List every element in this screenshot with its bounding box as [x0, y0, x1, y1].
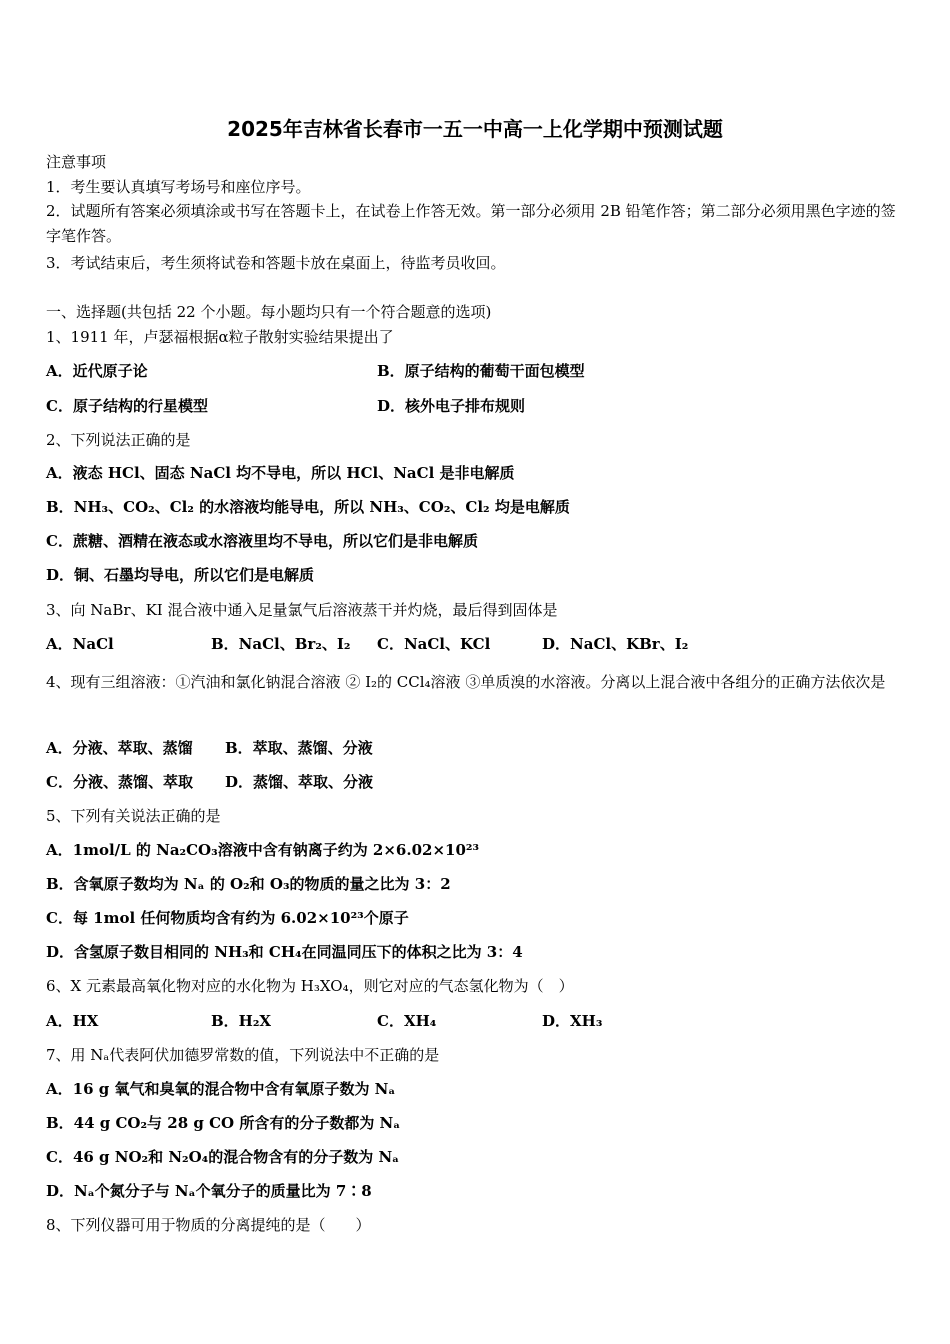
question-1-option-d: D．核外电子排布规则 [377, 397, 526, 415]
notice-item-1: 1．考生要认真填写考场号和座位序号。 [46, 178, 311, 196]
question-1-stem: 1、1911 年，卢瑟福根据α粒子散射实验结果提出了 [46, 328, 394, 346]
question-5-option-c: C．每 1mol 任何物质均含有约为 6.02×10²³个原子 [46, 909, 409, 927]
notice-item-3: 3．考试结束后，考生须将试卷和答题卡放在桌面上，待监考员收回。 [46, 254, 506, 272]
section-heading: 一、选择题(共包括 22 个小题。每小题均只有一个符合题意的选项) [46, 303, 492, 321]
question-8-stem: 8、下列仪器可用于物质的分离提纯的是（ ） [46, 1216, 371, 1234]
question-4-option-a: A．分液、萃取、蒸馏 [46, 739, 193, 757]
page-title: 2025年吉林省长春市一五一中高一上化学期中预测试题 [227, 117, 723, 141]
question-7-option-b: B．44 g CO₂与 28 g CO 所含有的分子数都为 Nₐ [46, 1114, 401, 1132]
question-4-option-d: D．蒸馏、萃取、分液 [225, 773, 374, 791]
question-6-option-a: A．HX [46, 1012, 99, 1030]
question-2-option-c: C．蔗糖、酒精在液态或水溶液里均不导电，所以它们是非电解质 [46, 532, 478, 550]
question-5-option-a: A．1mol/L 的 Na₂CO₃溶液中含有钠离子约为 2×6.02×10²³ [46, 841, 480, 859]
question-3-option-a: A．NaCl [46, 635, 114, 653]
notice-item-2: 2．试题所有答案必须填涂或书写在答题卡上，在试卷上作答无效。第一部分必须用 2B 铅笔作答；第二部分必须用黑色字迹的签字笔作答。 [46, 202, 896, 245]
question-3-option-c: C．NaCl、KCl [377, 635, 491, 653]
question-4-option-b: B．萃取、蒸馏、分液 [225, 739, 373, 757]
question-2-option-b: B．NH₃、CO₂、Cl₂ 的水溶液均能导电，所以 NH₃、CO₂、Cl₂ 均是电解质 [46, 498, 570, 516]
question-2-option-d: D．铜、石墨均导电，所以它们是电解质 [46, 566, 315, 584]
question-7-option-d: D．Nₐ个氮分子与 Nₐ个氧分子的质量比为 7∶8 [46, 1182, 372, 1200]
question-2-stem: 2、下列说法正确的是 [46, 431, 191, 449]
question-7-option-c: C．46 g NO₂和 N₂O₄的混合物含有的分子数为 Nₐ [46, 1148, 400, 1166]
question-5-option-d: D．含氢原子数目相同的 NH₃和 CH₄在同温同压下的体积之比为 3：4 [46, 943, 523, 961]
question-2-option-a: A．液态 HCl、固态 NaCl 均不导电，所以 HCl、NaCl 是非电解质 [46, 464, 515, 482]
question-7-option-a: A．16 g 氧气和臭氧的混合物中含有氧原子数为 Nₐ [46, 1080, 396, 1098]
question-6-option-c: C．XH₄ [377, 1012, 437, 1030]
question-1-option-a: A．近代原子论 [46, 362, 148, 380]
question-7-stem: 7、用 Nₐ代表阿伏加德罗常数的值，下列说法中不正确的是 [46, 1046, 440, 1064]
notice-heading: 注意事项 [46, 153, 107, 171]
question-3-option-d: D．NaCl、KBr、I₂ [542, 635, 689, 653]
question-3-stem: 3、向 NaBr、KI 混合液中通入足量氯气后溶液蒸干并灼烧，最后得到固体是 [46, 601, 558, 619]
question-4-option-c: C．分液、蒸馏、萃取 [46, 773, 193, 791]
question-6-option-b: B．H₂X [211, 1012, 272, 1030]
question-6-option-d: D．XH₃ [542, 1012, 603, 1030]
question-1-option-b: B．原子结构的葡萄干面包模型 [377, 362, 585, 380]
question-4-stem: 4、现有三组溶液：①汽油和氯化钠混合溶液 ② I₂的 CCl₄溶液 ③单质溴的水溶液。分离以上混合液中各组分的正确方法依次是 [46, 673, 886, 691]
question-6-stem: 6、X 元素最高氧化物对应的水化物为 H₃XO₄，则它对应的气态氢化物为（ ） [46, 977, 574, 995]
question-5-option-b: B．含氧原子数均为 Nₐ 的 O₂和 O₃的物质的量之比为 3：2 [46, 875, 451, 893]
question-1-option-c: C．原子结构的行星模型 [46, 397, 208, 415]
question-5-stem: 5、下列有关说法正确的是 [46, 807, 221, 825]
question-3-option-b: B．NaCl、Br₂、I₂ [211, 635, 351, 653]
